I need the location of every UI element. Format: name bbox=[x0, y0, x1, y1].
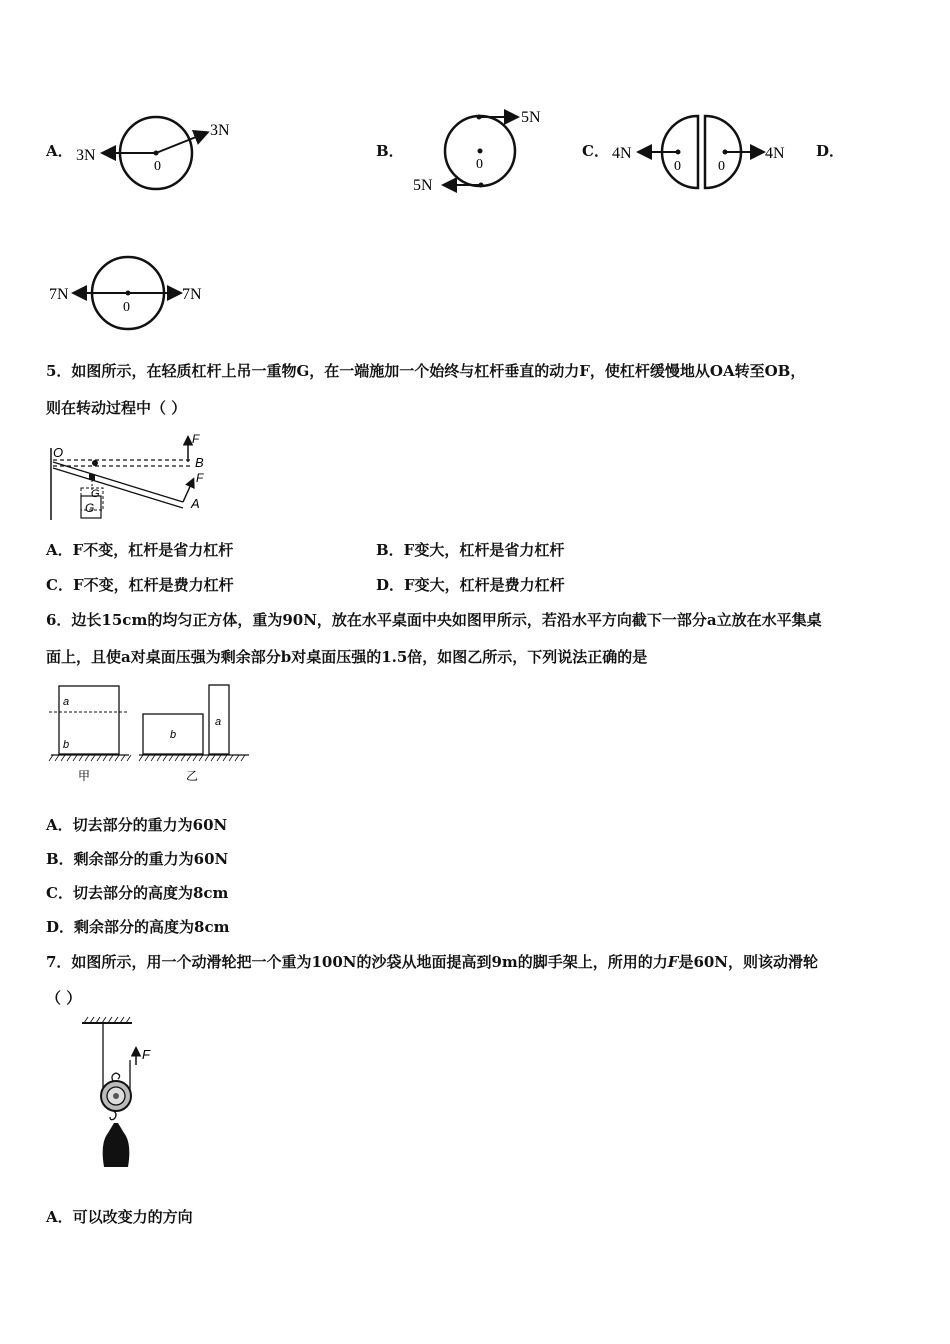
q4-b-bottom-force: 5N bbox=[413, 177, 433, 194]
q7-stem-var: F bbox=[667, 953, 679, 971]
q7-option-a[interactable]: A．可以改变力的方向 bbox=[46, 1208, 193, 1226]
q4-c-center-left: 0 bbox=[674, 159, 681, 174]
q6-stem-line1: 6．边长15cm的均匀正方体，重为90N，放在水平桌面中央如图甲所示，若沿水平方向截下一部分a立放在水平集桌 bbox=[46, 611, 822, 629]
q6-option-b[interactable]: B．剩余部分的重力为60N bbox=[46, 850, 229, 868]
q7-stem-pre: 7．如图所示，用一个动滑轮把一个重为100N的沙袋从地面提高到9m的脚手架上，所用的力 bbox=[46, 953, 668, 971]
q4-option-a-figure bbox=[70, 110, 240, 195]
q4-option-d-figure bbox=[45, 252, 215, 337]
q7-stem-post: 是60N，则该动滑轮 bbox=[678, 953, 819, 971]
q4-d-right-force: 7N bbox=[182, 286, 202, 303]
q5-option-a[interactable]: A．F不变，杠杆是省力杠杆 bbox=[46, 541, 234, 559]
q7-stem-line1 bbox=[46, 952, 818, 972]
q4-b-center: 0 bbox=[476, 157, 483, 172]
q6-option-a[interactable]: A．切去部分的重力为60N bbox=[46, 816, 228, 834]
q4-option-c-label[interactable]: C． bbox=[582, 142, 609, 160]
q5-lever-figure bbox=[45, 430, 215, 525]
q7-fig-F: F bbox=[142, 1047, 150, 1062]
q4-option-c-figure bbox=[610, 110, 795, 195]
q5-fig-F-top: F bbox=[192, 432, 200, 446]
q4-a-left-force: 3N bbox=[76, 147, 96, 164]
q5-stem-line1: 5．如图所示，在轻质杠杆上吊一重物G，在一端施加一个始终与杠杆垂直的动力F，使杠杆缓慢地从OA转至OB， bbox=[46, 362, 806, 380]
q4-a-center: 0 bbox=[154, 159, 161, 174]
q4-c-left-force: 4N bbox=[612, 145, 632, 162]
q5-stem-line2: 则在转动过程中（ ） bbox=[46, 399, 187, 417]
q6-option-c[interactable]: C．切去部分的高度为8cm bbox=[46, 884, 229, 902]
q4-option-b-label[interactable]: B． bbox=[376, 142, 404, 160]
q6-stem-line2: 面上，且使a对桌面压强为剩余部分b对桌面压强的1.5倍，如图乙所示，下列说法正确的是 bbox=[46, 648, 648, 666]
q6-fig-b1: b bbox=[63, 739, 70, 751]
q5-fig-A: A bbox=[191, 496, 200, 511]
q7-stem-line2: （ ） bbox=[46, 989, 82, 1007]
q5-option-d[interactable]: D．F变大，杠杆是费力杠杆 bbox=[376, 576, 565, 594]
q5-fig-G-box: G bbox=[85, 501, 95, 515]
q4-d-center: 0 bbox=[123, 300, 130, 315]
q4-option-b-figure bbox=[405, 100, 555, 200]
q6-option-d[interactable]: D．剩余部分的高度为8cm bbox=[46, 918, 230, 936]
q6-fig-caption-right: 乙 bbox=[186, 769, 199, 783]
q5-fig-O: O bbox=[53, 445, 64, 460]
q6-fig-b2: b bbox=[170, 729, 177, 741]
q5-option-b[interactable]: B．F变大，杠杆是省力杠杆 bbox=[376, 541, 565, 559]
q5-option-c[interactable]: C．F不变，杠杆是费力杠杆 bbox=[46, 576, 234, 594]
q5-fig-G-small: G bbox=[91, 488, 100, 500]
q4-c-right-force: 4N bbox=[765, 145, 785, 162]
q4-a-right-force: 3N bbox=[210, 122, 230, 139]
q4-option-d-label[interactable]: D． bbox=[816, 142, 845, 160]
q4-c-center-right: 0 bbox=[718, 159, 725, 174]
q6-fig-a2: a bbox=[215, 716, 222, 728]
q5-fig-B: B bbox=[195, 455, 204, 470]
q5-fig-F-bottom: F bbox=[196, 471, 204, 485]
q6-fig-caption-left: 甲 bbox=[78, 769, 91, 783]
q4-d-left-force: 7N bbox=[49, 286, 69, 303]
q4-option-a-label[interactable]: A． bbox=[46, 142, 73, 160]
q6-block-figure bbox=[45, 680, 260, 785]
q6-fig-a1: a bbox=[63, 696, 70, 708]
q4-b-top-force: 5N bbox=[521, 109, 541, 126]
q7-pulley-figure bbox=[70, 1015, 170, 1180]
